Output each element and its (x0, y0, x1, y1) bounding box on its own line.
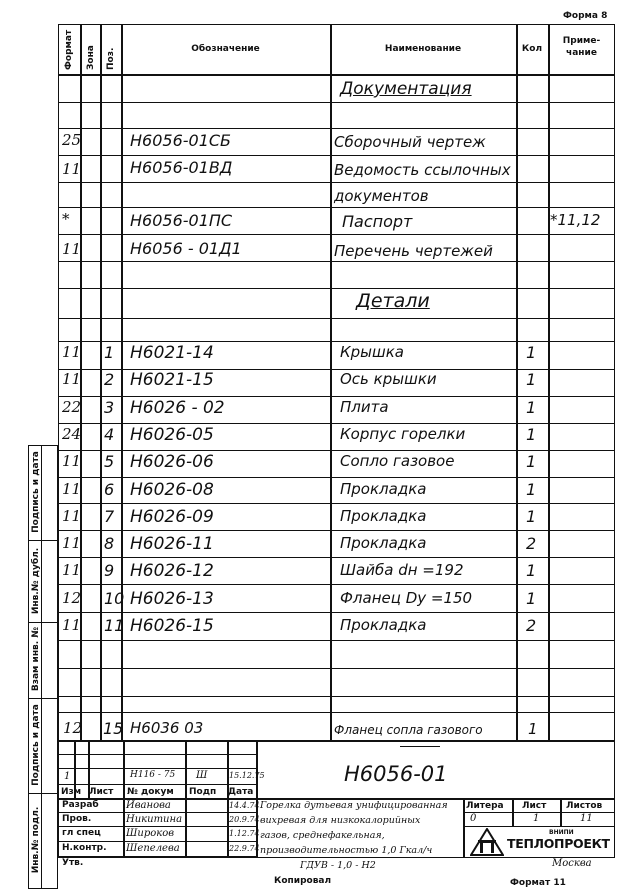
detail-designation: Н6026-05 (130, 425, 214, 445)
stamp-person: Иванова (126, 800, 171, 811)
stamp-header-date: Дата (228, 787, 254, 797)
col-line-pos (100, 24, 102, 740)
doc-format: * (62, 210, 70, 228)
detail-designation: Н6026-06 (130, 452, 214, 472)
change-doc: Н116 - 75 (130, 770, 176, 780)
stamp-col-line (463, 798, 465, 858)
stamp-col-line (123, 740, 125, 858)
detail-pos: 5 (104, 452, 115, 471)
stamp-role: Разраб (62, 800, 99, 810)
doc-designation: Н6056-01ВД (130, 158, 233, 177)
detail-name: Сопло газовое (340, 452, 455, 470)
table-row-line (58, 341, 615, 342)
detail-format: 11 (62, 452, 82, 470)
detail-name: Корпус горелки (340, 425, 466, 443)
detail-qty: 2 (526, 616, 537, 635)
detail-qty: 2 (526, 534, 537, 553)
header-pos: Поз. (106, 47, 116, 70)
detail-qty: 1 (526, 589, 537, 608)
title-line: Горелка дутьевая унифицированная (260, 800, 448, 811)
header-format: Формат (64, 29, 74, 70)
detail-format: 11 (62, 534, 82, 552)
stamp-label-lists: Листов (566, 801, 603, 811)
stamp-person: Широков (126, 828, 175, 839)
stamp-header-doc: № докум (127, 787, 174, 797)
stamp-col-line (560, 798, 562, 826)
doc-format: 11 (62, 160, 82, 178)
doc-note: *11,12 (550, 211, 601, 229)
org-small: ВНИПИ (549, 829, 574, 836)
stamp-role: Утв. (62, 858, 84, 868)
table-row-line (58, 696, 615, 697)
detail-pos: 7 (104, 507, 115, 526)
header-note: Приме- чание (562, 36, 601, 58)
table-row-line (58, 182, 615, 183)
detail-qty: 1 (526, 452, 537, 471)
table-row-line (58, 557, 615, 558)
stamp-col-line (512, 798, 514, 826)
detail-designation: Н6026-15 (130, 616, 214, 636)
stamp-header-sign: Подп (189, 787, 217, 797)
org-name: ТЕПЛОПРОЕКТ (507, 836, 610, 851)
detail-designation: Н6026-12 (130, 561, 214, 581)
detail-qty: 1 (526, 480, 537, 499)
section-details: Детали (356, 290, 430, 312)
detail-name: Прокладка (340, 534, 427, 552)
table-row-line (58, 155, 615, 156)
detail-name: Фланец Dу =150 (340, 589, 473, 607)
table-row-line (58, 450, 615, 451)
stamp-small-dash (400, 746, 440, 747)
col-line-name (330, 24, 332, 740)
detail-format: 11 (62, 370, 82, 388)
left-strip-signature-date: Подпись и дата (31, 451, 41, 533)
detail-designation: Н6021-14 (130, 343, 214, 363)
table-row-line (58, 668, 615, 669)
left-strip-values (42, 445, 58, 889)
change-sign: Ш (196, 770, 208, 781)
table-row-line (58, 530, 615, 531)
title-line: газов, среднефакельная, (260, 830, 385, 841)
header-bottom-line (58, 74, 615, 76)
stamp-value-lists: 11 (580, 813, 593, 824)
detail-name: Крышка (340, 343, 404, 361)
detail-qty: 1 (526, 561, 537, 580)
doc-designation: Н6056 - 01Д1 (130, 239, 242, 258)
last-qty: 1 (528, 720, 538, 738)
detail-format: 11 (62, 480, 82, 498)
doc-name: документов (334, 187, 429, 205)
stamp-label-list: Лист (522, 801, 547, 811)
detail-qty: 1 (526, 370, 537, 389)
left-strip-signature-date-2: Подпись и дата (31, 704, 41, 786)
table-row-line (58, 612, 615, 613)
change-izm: 1 (64, 771, 71, 782)
stamp-person: Шепелева (126, 843, 180, 854)
doc-designation: Н6056-01СБ (130, 131, 232, 150)
table-row-line (58, 640, 615, 641)
stamp-role: гл спец (62, 828, 101, 838)
document-number: Н6056-01 (344, 762, 448, 786)
detail-qty: 1 (526, 425, 537, 444)
title-line: вихревая для низкокалорийных (260, 815, 421, 826)
col-line-note (548, 24, 550, 740)
stamp-role: Пров. (62, 814, 92, 824)
table-row-line (58, 261, 615, 262)
form-label: Форма 8 (563, 11, 608, 21)
detail-designation: Н6021-15 (130, 370, 214, 390)
detail-designation: Н6026-09 (130, 507, 214, 527)
detail-name: Прокладка (340, 507, 427, 525)
doc-name: Перечень чертежей (334, 242, 493, 260)
copied-label: Копировал (274, 876, 332, 886)
table-row-line (58, 584, 615, 585)
detail-name: Ось крышки (340, 370, 437, 388)
last-pos: 15 (103, 719, 124, 738)
header-zone: Зона (86, 45, 96, 70)
stamp-top-line (58, 740, 615, 742)
detail-pos: 4 (104, 425, 115, 444)
stamp-role: Н.контр. (62, 843, 107, 853)
title-line: производительностью 1,0 Гкал/ч (260, 845, 433, 856)
stamp-person: Никитина (126, 814, 183, 825)
table-row-line (58, 128, 615, 129)
detail-name: Плита (340, 398, 389, 416)
col-line-qty (516, 24, 518, 740)
section-documentation: Документация (340, 79, 472, 99)
table-row-line (58, 207, 615, 208)
detail-pos: 6 (104, 480, 115, 499)
table-row-line (58, 423, 615, 424)
detail-format: 11 (62, 561, 82, 579)
table-row-line (58, 102, 615, 103)
detail-name: Прокладка (340, 616, 427, 634)
table-row-line (58, 288, 615, 289)
detail-qty: 1 (526, 343, 537, 362)
teploproekt-logo-icon (470, 828, 504, 856)
table-row-line (58, 503, 615, 504)
detail-format: 11 (62, 616, 82, 634)
stamp-label-litera: Литера (466, 801, 504, 811)
detail-designation: Н6026-08 (130, 480, 214, 500)
detail-format: 11 (62, 343, 82, 361)
stamp-date: 14.4.74 (229, 801, 260, 810)
stamp-row-line (463, 826, 615, 827)
left-strip-replace-inv: Взам инв. № (31, 626, 41, 692)
detail-format: 11 (62, 507, 82, 525)
detail-format: 12 (62, 589, 82, 607)
last-designation: Н6036 03 (130, 719, 204, 737)
detail-designation: Н6026-13 (130, 589, 214, 609)
stamp-date: 22.9.74 (229, 844, 260, 853)
stamp-col-line (227, 740, 229, 858)
detail-pos: 3 (104, 398, 115, 417)
table-row-line (58, 318, 615, 319)
left-strip-orig-inv: Инв.№ подл. (31, 806, 41, 874)
title-line: ГДУВ - 1,0 - Н2 (300, 860, 376, 871)
detail-format: 22 (62, 398, 82, 416)
stamp-date: 20.9.74 (229, 815, 260, 824)
header-name: Наименование (384, 44, 462, 54)
detail-pos: 2 (104, 370, 115, 389)
detail-designation: Н6026-11 (130, 534, 214, 554)
doc-format: 25 (62, 131, 82, 149)
detail-pos: 9 (104, 561, 115, 580)
doc-format: 11 (62, 240, 82, 258)
table-row-line (58, 712, 615, 713)
stamp-col-line (256, 740, 258, 858)
left-strip-dup-inv: Инв.№ дубл. (31, 547, 41, 615)
stamp-value-list: 1 (533, 813, 540, 824)
doc-name: Ведомость ссылочных (334, 161, 511, 179)
stamp-date: 1.12.74 (229, 829, 260, 838)
stamp-header-list: Лист (89, 787, 114, 797)
detail-designation: Н6026 - 02 (130, 398, 225, 418)
stamp-col-line (185, 740, 187, 858)
detail-qty: 1 (526, 507, 537, 526)
change-date: 15.12.75 (229, 771, 265, 780)
doc-designation: Н6056-01ПС (130, 211, 233, 230)
detail-pos: 11 (104, 616, 125, 635)
detail-pos: 8 (104, 534, 115, 553)
doc-name: Паспорт (342, 212, 413, 231)
table-row-line (58, 396, 615, 397)
detail-pos: 1 (104, 343, 115, 362)
detail-pos: 10 (104, 589, 125, 608)
detail-format: 24 (62, 425, 82, 443)
detail-name: Прокладка (340, 480, 427, 498)
header-designation: Обозначение (191, 44, 260, 54)
format-label: Формат 11 (510, 878, 566, 888)
doc-name: Сборочный чертеж (334, 133, 486, 151)
header-qty: Кол (521, 44, 543, 54)
last-format: 12 (63, 719, 83, 737)
table-row-line (58, 477, 615, 478)
stamp-value-litera: 0 (470, 813, 477, 824)
detail-name: Шайба dн =192 (340, 561, 464, 579)
org-city: Москва (552, 858, 592, 869)
detail-qty: 1 (526, 398, 537, 417)
last-name: Фланец сопла газового (334, 723, 483, 737)
table-row-line (58, 234, 615, 235)
stamp-header-izm: Изм (61, 787, 82, 797)
